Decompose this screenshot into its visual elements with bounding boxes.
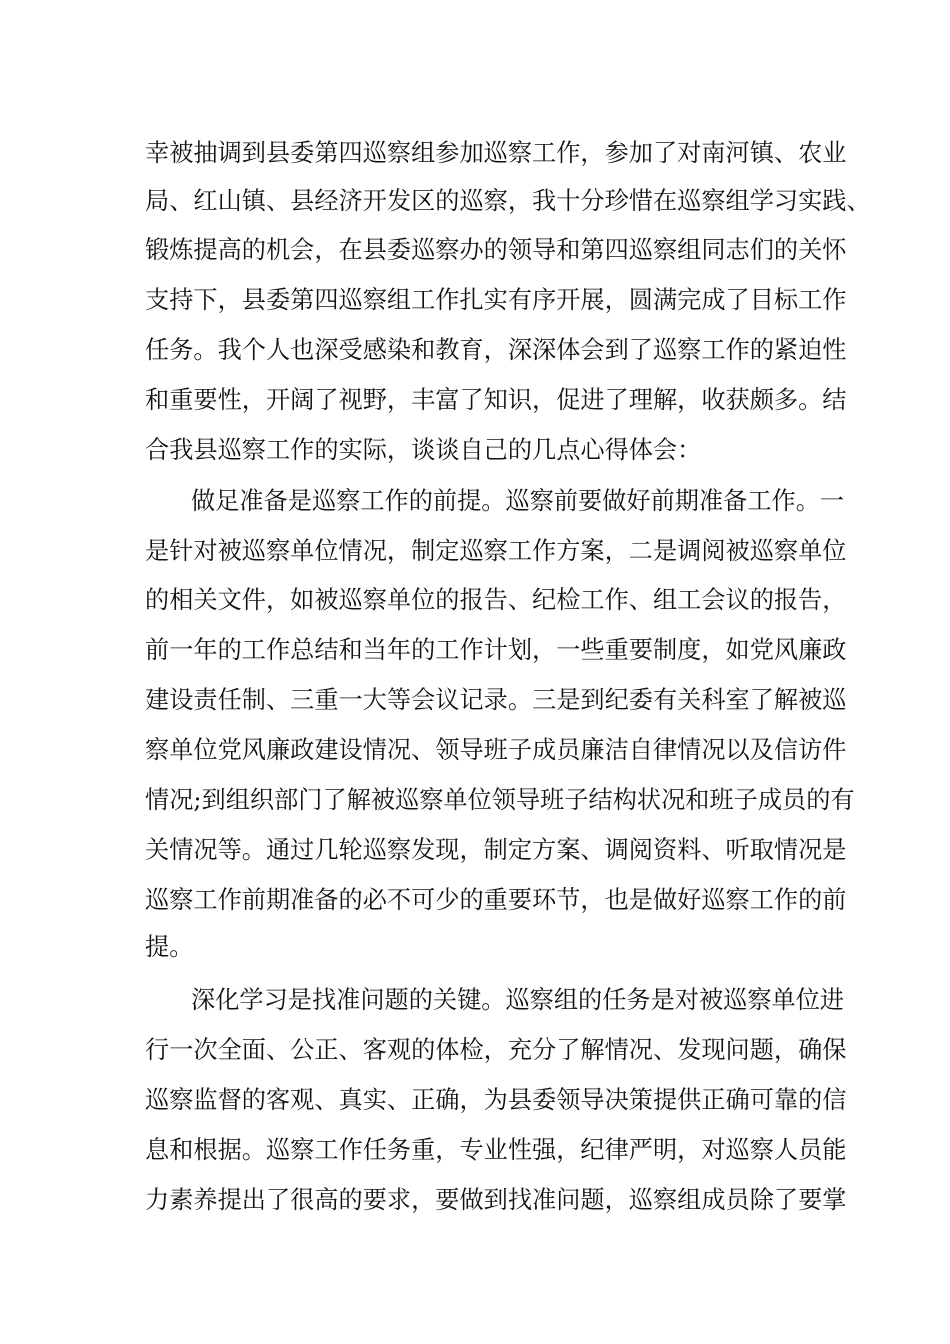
paragraph-2-line-4: 前一年的工作总结和当年的工作计划，一些重要制度，如党风廉政: [145, 636, 847, 664]
paragraph-2-line-8: 关情况等。通过几轮巡察发现，制定方案、调阅资料、听取情况是: [145, 836, 847, 864]
paragraph-1-line-5: 任务。我个人也深受感染和教育，深深体会到了巡察工作的紧迫性: [145, 336, 847, 364]
paragraph-1-line-1: 幸被抽调到县委第四巡察组参加巡察工作，参加了对南河镇、农业: [145, 139, 847, 167]
paragraph-1-line-3: 锻炼提高的机会，在县委巡察办的领导和第四巡察组同志们的关怀: [145, 236, 847, 264]
paragraph-2-line-5: 建设责任制、三重一大等会议记录。三是到纪委有关科室了解被巡: [145, 686, 847, 714]
paragraph-2-line-6: 察单位党风廉政建设情况、领导班子成员廉洁自律情况以及信访件: [145, 736, 847, 764]
paragraph-3-line-1: 深化学习是找准问题的关键。巡察组的任务是对被巡察单位进: [191, 986, 845, 1014]
paragraph-2-line-3: 的相关文件，如被巡察单位的报告、纪检工作、组工会议的报告，: [145, 586, 847, 614]
paragraph-3-line-5: 力素养提出了很高的要求，要做到找准问题，巡察组成员除了要掌: [145, 1186, 847, 1214]
paragraph-1-line-4: 支持下，县委第四巡察组工作扎实有序开展，圆满完成了目标工作: [145, 286, 847, 314]
paragraph-1-line-7: 合我县巡察工作的实际，谈谈自己的几点心得体会：: [145, 436, 702, 464]
paragraph-3-line-4: 息和根据。巡察工作任务重，专业性强，纪律严明，对巡察人员能: [145, 1136, 847, 1164]
paragraph-2-line-10: 提。: [145, 933, 194, 961]
paragraph-2-line-2: 是针对被巡察单位情况，制定巡察工作方案，二是调阅被巡察单位: [145, 537, 847, 565]
paragraph-2-line-7: 情况;到组织部门了解被巡察单位领导班子结构状况和班子成员的有: [145, 786, 855, 814]
paragraph-1-line-6: 和重要性，开阔了视野，丰富了知识，促进了理解，收获颇多。结: [145, 386, 847, 414]
paragraph-3-line-3: 巡察监督的客观、真实、正确，为县委领导决策提供正确可靠的信: [145, 1086, 847, 1114]
paragraph-3-line-2: 行一次全面、公正、客观的体检，充分了解情况、发现问题，确保: [145, 1036, 847, 1064]
paragraph-2-line-1: 做足准备是巡察工作的前提。巡察前要做好前期准备工作。一: [191, 487, 845, 515]
paragraph-1-line-2: 局、红山镇、县经济开发区的巡察，我十分珍惜在巡察组学习实践、: [145, 187, 871, 215]
paragraph-2-line-9: 巡察工作前期准备的必不可少的重要环节，也是做好巡察工作的前: [145, 886, 847, 914]
